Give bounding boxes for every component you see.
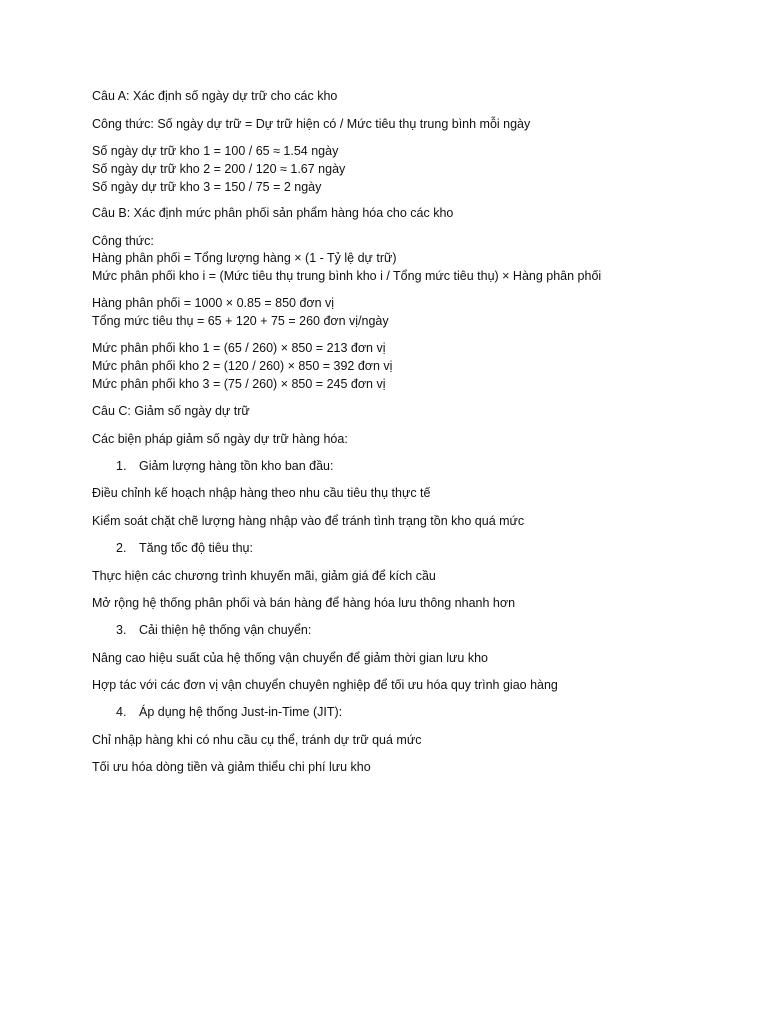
measure-3-detail-2: Hợp tác với các đơn vị vận chuyển chuyên nghiệp để tối ưu hóa quy trình giao hàng	[92, 678, 558, 692]
measure-1-number: 1.	[116, 459, 127, 473]
section-b-result-3: Mức phân phối kho 3 = (75 / 260) × 850 = 245 đơn vị	[92, 377, 386, 391]
section-a-result-3: Số ngày dự trữ kho 3 = 150 / 75 = 2 ngày	[92, 180, 322, 194]
section-b-result-2: Mức phân phối kho 2 = (120 / 260) × 850 = 392 đơn vị	[92, 359, 393, 373]
measure-2-detail-1: Thực hiện các chương trình khuyến mãi, giảm giá để kích cầu	[92, 569, 436, 583]
measure-1-title: Giảm lượng hàng tồn kho ban đầu:	[139, 459, 334, 473]
measure-4-detail-1: Chỉ nhập hàng khi có nhu cầu cụ thể, tránh dự trữ quá mức	[92, 733, 422, 747]
measure-4-title: Áp dụng hệ thống Just-in-Time (JIT):	[139, 705, 343, 719]
section-c-heading: Câu C: Giảm số ngày dự trữ	[92, 404, 250, 418]
measure-4-detail-2: Tối ưu hóa dòng tiền và giảm thiểu chi phí lưu kho	[92, 760, 371, 774]
section-b-result-1: Mức phân phối kho 1 = (65 / 260) × 850 = 213 đơn vị	[92, 341, 386, 355]
section-b-total-2: Tổng mức tiêu thụ = 65 + 120 + 75 = 260 đơn vị/ngày	[92, 314, 389, 328]
section-b-formula-2: Mức phân phối kho i = (Mức tiêu thụ trung bình kho i / Tổng mức tiêu thụ) × Hàng phân phối	[92, 269, 602, 283]
measure-3-title: Cải thiện hệ thống vận chuyển:	[139, 623, 312, 637]
section-a-formula: Công thức: Số ngày dự trữ = Dự trữ hiện có / Mức tiêu thụ trung bình mỗi ngày	[92, 117, 531, 131]
measure-2-number: 2.	[116, 541, 127, 555]
measure-3-number: 3.	[116, 623, 127, 637]
measure-2-detail-2: Mở rộng hệ thống phân phối và bán hàng để hàng hóa lưu thông nhanh hơn	[92, 596, 516, 610]
section-b-formula-label: Công thức:	[92, 234, 154, 248]
section-a-heading: Câu A: Xác định số ngày dự trữ cho các kho	[92, 89, 338, 103]
section-a-result-1: Số ngày dự trữ kho 1 = 100 / 65 ≈ 1.54 ngày	[92, 144, 339, 158]
section-b-formula-1: Hàng phân phối = Tổng lượng hàng × (1 - Tỷ lệ dự trữ)	[92, 251, 397, 265]
measure-1-detail-2: Kiểm soát chặt chẽ lượng hàng nhập vào để tránh tình trạng tồn kho quá mức	[92, 514, 525, 528]
measure-2-title: Tăng tốc độ tiêu thụ:	[139, 541, 253, 555]
section-b-heading: Câu B: Xác định mức phân phối sản phẩm hàng hóa cho các kho	[92, 206, 454, 220]
measure-4-number: 4.	[116, 705, 127, 719]
section-a-result-2: Số ngày dự trữ kho 2 = 200 / 120 ≈ 1.67 ngày	[92, 162, 346, 176]
section-b-total-1: Hàng phân phối = 1000 × 0.85 = 850 đơn vị	[92, 296, 335, 310]
measure-1-detail-1: Điều chỉnh kế hoạch nhập hàng theo nhu cầu tiêu thụ thực tế	[92, 486, 431, 500]
measure-3-detail-1: Nâng cao hiệu suất của hệ thống vận chuyển để giảm thời gian lưu kho	[92, 651, 488, 665]
section-c-intro: Các biện pháp giảm số ngày dự trữ hàng hóa:	[92, 432, 348, 446]
